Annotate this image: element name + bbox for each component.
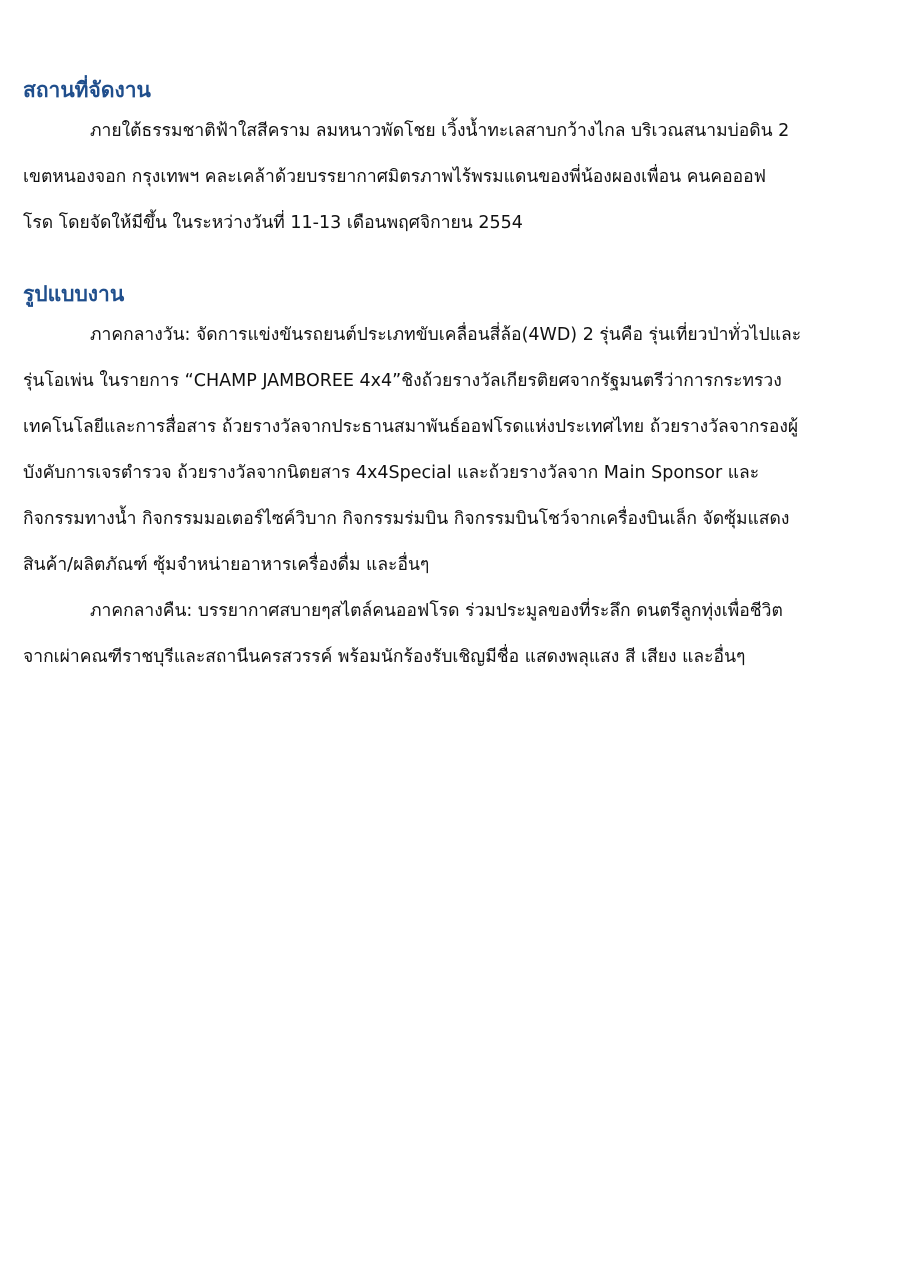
paragraph-line: ภาคกลางวัน: จัดการแข่งขันรถยนต์ประเภทขับเคลื่อนสี่ล้อ(4WD) 2 รุ่นคือ รุ่นเที่ยวป่าทั่วไปและ bbox=[90, 325, 802, 345]
paragraph-line: เทคโนโลยีและการสื่อสาร ถ้วยรางวัลจากประธานสมาพันธ์ออฟโรดแห่งประเทศไทย ถ้วยรางวัลจากรองผู้ bbox=[23, 417, 799, 437]
paragraph-line: ภาคกลางคืน: บรรยากาศสบายๆสไตล์คนออฟโรด ร่วมประมูลของที่ระลึก ดนตรีลูกทุ่งเพื่อชีวิต bbox=[90, 601, 783, 621]
nighttime-paragraph bbox=[23, 588, 873, 680]
venue-paragraph bbox=[23, 108, 873, 246]
paragraph-line: กิจกรรมทางน้ำ กิจกรรมมอเตอร์ไซค์วิบาก กิจกรรมร่มบิน กิจกรรมบินโชว์จากเครื่องบินเล็ก จัดซุ้มแสดง bbox=[23, 509, 790, 529]
paragraph-line: ภายใต้ธรรมชาติฟ้าใสสีคราม ลมหนาวพัดโชย เวิ้งน้ำทะเลสาบกว้างไกล บริเวณสนามบ่อดิน 2 bbox=[90, 121, 790, 141]
document-page bbox=[23, 72, 873, 680]
section-heading-format: รูปแบบงาน bbox=[23, 282, 125, 306]
section-heading-venue: สถานที่จัดงาน bbox=[23, 78, 151, 102]
paragraph-line: เขตหนองจอก กรุงเทพฯ คละเคล้าด้วยบรรยากาศมิตรภาพไร้พรมแดนของพี่น้องผองเพื่อน คนคอออฟ bbox=[23, 167, 767, 187]
paragraph-line: โรด โดยจัดให้มีขึ้น ในระหว่างวันที่ 11-13 เดือนพฤศจิกายน 2554 bbox=[23, 213, 523, 233]
paragraph-line: รุ่นโอเพ่น ในรายการ “CHAMP JAMBOREE 4x4”ชิงถ้วยรางวัลเกียรติยศจากรัฐมนตรีว่าการกระทรวง bbox=[23, 371, 782, 391]
daytime-paragraph bbox=[23, 312, 873, 588]
paragraph-line: จากเผ่าคณฑีราชบุรีและสถานีนครสวรรค์ พร้อมนักร้องรับเชิญมีชื่อ แสดงพลุแสง สี เสียง และอื่นๆ bbox=[23, 647, 746, 667]
paragraph-line: บังคับการเจรตำรวจ ถ้วยรางวัลจากนิตยสาร 4x4Special และถ้วยรางวัลจาก Main Sponsor และ bbox=[23, 463, 760, 483]
paragraph-line: สินค้า/ผลิตภัณฑ์ ซุ้มจำหน่ายอาหารเครื่องดื่ม และอื่นๆ bbox=[23, 555, 430, 575]
